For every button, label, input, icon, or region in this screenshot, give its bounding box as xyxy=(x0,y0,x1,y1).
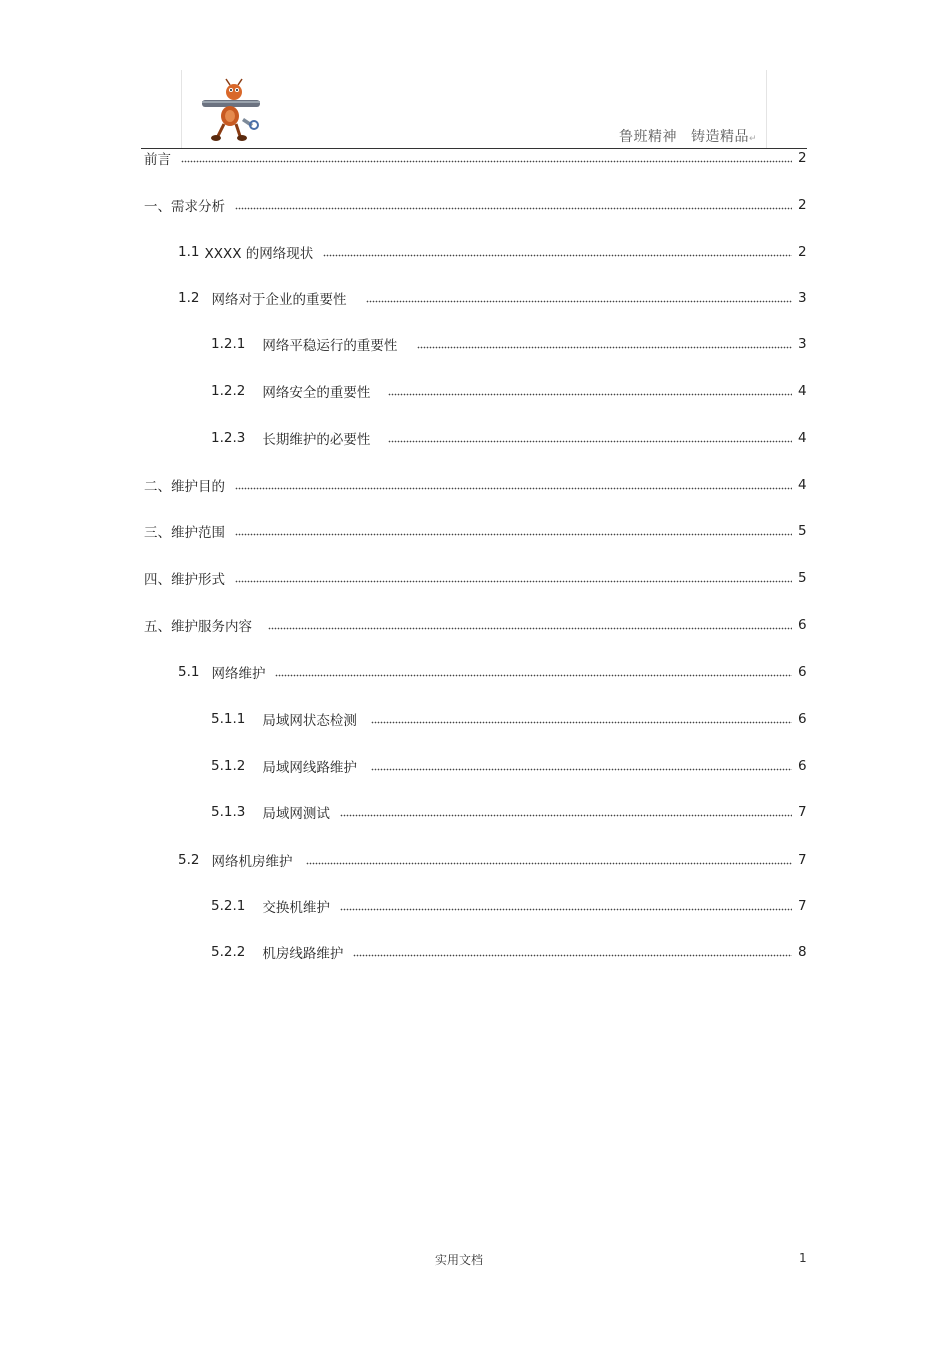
toc-entry-number: 1.2.3 xyxy=(211,430,246,446)
toc-entry-title: 五、维护服务内容 xyxy=(144,619,252,635)
leader-dots xyxy=(235,479,792,491)
leader-dots xyxy=(371,760,792,772)
toc-entry-page: 7 xyxy=(798,804,807,820)
leader-dots xyxy=(388,432,792,444)
toc-entry-number: 5.1.1 xyxy=(211,711,246,727)
leader-dots xyxy=(323,246,792,258)
ant-mascot-logo xyxy=(200,78,264,144)
toc-entry-page: 5 xyxy=(798,570,807,586)
toc-entry-title: 网络安全的重要性 xyxy=(262,385,371,401)
toc-entry-number: 1.1 xyxy=(178,244,200,260)
paragraph-mark: ↵ xyxy=(748,134,757,144)
toc-entry[interactable] xyxy=(144,521,806,541)
toc-entry[interactable] xyxy=(211,381,806,401)
toc-entry-page: 4 xyxy=(798,383,807,399)
toc-entry[interactable] xyxy=(211,802,806,822)
toc-entry-number: 5.1 xyxy=(178,664,200,680)
toc-entry-page: 4 xyxy=(798,477,807,493)
toc-entry[interactable] xyxy=(144,195,806,215)
toc-entry-page: 4 xyxy=(798,430,807,446)
leader-dots xyxy=(181,152,792,164)
leader-dots xyxy=(353,946,792,958)
toc-entry-number: 1.2.2 xyxy=(211,383,246,399)
toc-entry-number: 1.2 xyxy=(178,290,200,306)
toc-entry[interactable] xyxy=(178,850,806,870)
leader-dots xyxy=(388,385,792,397)
toc-entry-page: 6 xyxy=(798,758,807,774)
toc-entry-title: 四、维护形式 xyxy=(144,572,225,588)
footer-page-number: 1 xyxy=(799,1251,807,1265)
leader-dots xyxy=(275,666,792,678)
toc-entry-page: 5 xyxy=(798,523,807,539)
toc-entry-page: 6 xyxy=(798,617,807,633)
toc-entry-page: 3 xyxy=(798,336,807,352)
toc-entry-title: 二、维护目的 xyxy=(144,479,225,495)
toc-entry-title: 交换机维护 xyxy=(262,900,330,916)
leader-dots xyxy=(417,338,792,350)
toc-entry-page: 2 xyxy=(798,150,807,166)
toc-entry-title: 网络平稳运行的重要性 xyxy=(262,338,398,354)
slogan-part2: 铸造精品 xyxy=(690,129,749,145)
toc-entry-title: 一、需求分析 xyxy=(144,199,225,215)
toc-entry[interactable] xyxy=(178,242,806,262)
toc-entry[interactable] xyxy=(211,334,806,354)
toc-entry-page: 7 xyxy=(798,898,807,914)
header-slogan xyxy=(619,126,757,146)
leader-dots xyxy=(340,806,792,818)
toc-entry[interactable] xyxy=(211,709,806,729)
leader-dots xyxy=(235,199,792,211)
leader-dots xyxy=(235,525,792,537)
toc-entry-title: 三、维护范围 xyxy=(144,525,225,541)
toc-entry[interactable] xyxy=(211,428,806,448)
toc-entry-title: 网络对于企业的重要性 xyxy=(211,292,347,308)
toc-entry[interactable] xyxy=(144,568,806,588)
toc-entry-title: 网络机房维护 xyxy=(211,854,293,870)
toc-entry[interactable] xyxy=(144,148,806,168)
toc-entry-title: 前言 xyxy=(144,152,171,168)
toc-entry-number: 1.2.1 xyxy=(211,336,246,352)
toc-entry-number: 5.2 xyxy=(178,852,200,868)
toc-entry-title: 机房线路维护 xyxy=(262,946,344,962)
leader-dots xyxy=(306,854,792,866)
toc-entry-title: 长期维护的必要性 xyxy=(262,432,371,448)
toc-entry-title: 局域网状态检测 xyxy=(262,713,357,729)
toc-entry-title: XXXX 的网络现状 xyxy=(204,246,314,262)
toc-entry[interactable] xyxy=(178,288,806,308)
leader-dots xyxy=(371,713,792,725)
toc-entry-title: 网络维护 xyxy=(211,666,266,682)
toc-entry-page: 7 xyxy=(798,852,807,868)
toc-entry[interactable] xyxy=(144,615,806,635)
toc-entry-page: 2 xyxy=(798,197,807,213)
leader-dots xyxy=(340,900,792,912)
toc-entry[interactable] xyxy=(144,475,806,495)
toc-entry[interactable] xyxy=(211,896,806,916)
toc-entry-page: 3 xyxy=(798,290,807,306)
toc-entry-page: 6 xyxy=(798,664,807,680)
toc-entry[interactable] xyxy=(211,942,806,962)
toc-entry-page: 6 xyxy=(798,711,807,727)
leader-dots xyxy=(268,619,792,631)
leader-dots xyxy=(235,572,792,584)
toc-entry-number: 5.2.2 xyxy=(211,944,246,960)
toc-entry-title: 局域网测试 xyxy=(262,806,330,822)
slogan-part1: 鲁班精神 xyxy=(618,129,677,145)
toc-entry-page: 8 xyxy=(798,944,807,960)
toc-entry-title: 局域网线路维护 xyxy=(262,760,357,776)
footer-label: 实用文档 xyxy=(435,1253,484,1267)
leader-dots xyxy=(366,292,792,304)
toc-entry[interactable] xyxy=(211,756,806,776)
toc-entry[interactable] xyxy=(178,662,806,682)
toc-entry-page: 2 xyxy=(798,244,807,260)
toc-entry-number: 5.1.3 xyxy=(211,804,246,820)
toc-entry-number: 5.2.1 xyxy=(211,898,246,914)
toc-entry-number: 5.1.2 xyxy=(211,758,246,774)
